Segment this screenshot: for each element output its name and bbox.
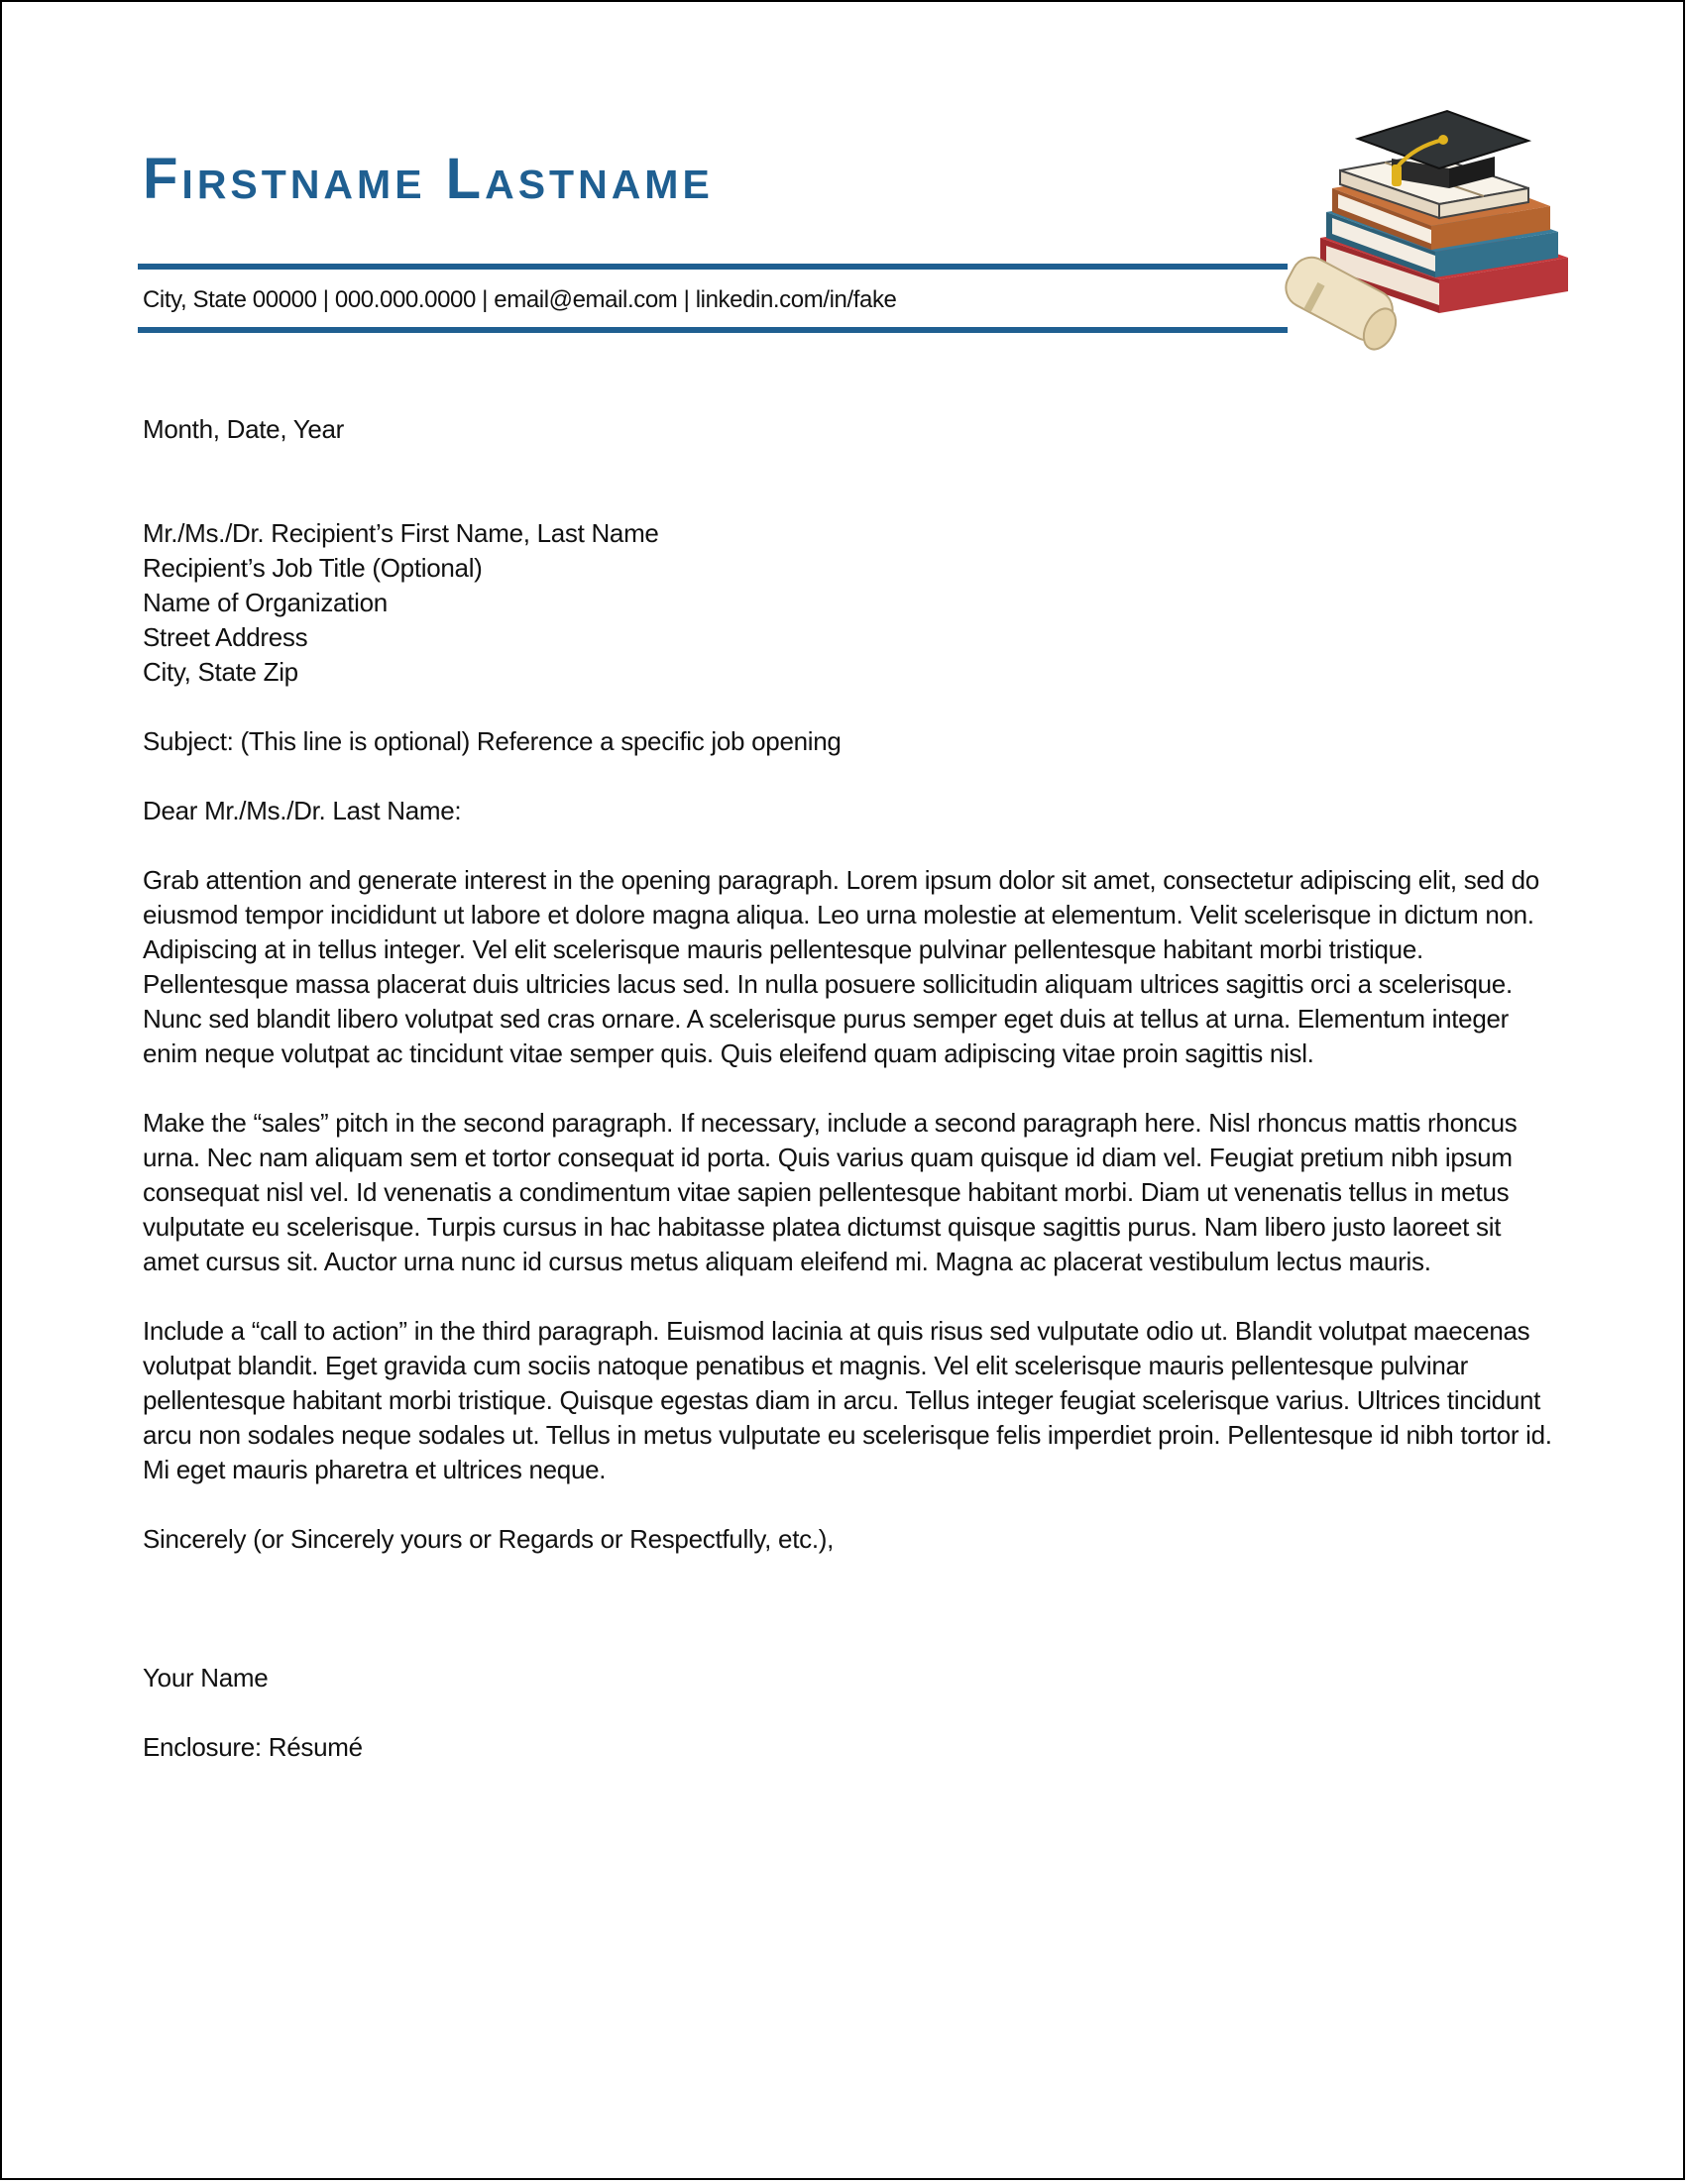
recipient-job-title: Recipient’s Job Title (Optional): [143, 553, 483, 583]
paragraph-line: vulputate eu scelerisque. Turpis cursus in hac habitasse platea dictumst quisque sagittis purus. Nam libero justo laoreet sit: [143, 1212, 1502, 1242]
paragraph-line: Mi eget mauris pharetra et ultrices neque.: [143, 1455, 607, 1484]
paragraph-line: arcu non sodales neque sodales ut. Tellus in metus vulputate eu scelerisque felis imperdiet proin. Pellentesque id nibh tortor id.: [143, 1420, 1552, 1450]
recipient-name: Mr./Ms./Dr. Recipient’s First Name, Last Name: [143, 518, 659, 548]
paragraph-line: Include a “call to action” in the third paragraph. Euismod lacinia at quis risus sed vulputate odio ut. Blandit volutpat maecenas: [143, 1316, 1530, 1346]
paragraph-line: Adipiscing at in tellus integer. Vel elit scelerisque mauris pellentesque pulvinar pellentesque habitant morbi tristique.: [143, 934, 1423, 964]
paragraph-line: consequat nisl vel. Id venenatis a condimentum vitae sapien pellentesque habitant morbi. Diam ut venenatis tellus in metus: [143, 1177, 1510, 1207]
recipient-block: [143, 516, 1550, 690]
subject-line: Subject: (This line is optional) Reference a specific job opening: [143, 726, 842, 756]
recipient-organization: Name of Organization: [143, 588, 388, 617]
paragraph-line: urna. Nec nam aliquam sem et tortor consequat id porta. Quis varius quam quisque id diam vel. Feugiat pretium nibh ipsum: [143, 1143, 1513, 1172]
paragraph-opening: [143, 863, 1550, 1071]
signature-name: Your Name: [143, 1663, 269, 1693]
recipient-street: Street Address: [143, 622, 308, 652]
paragraph-line: enim neque volutpat ac tincidunt vitae semper quis. Quis eleifend quam adipiscing vitae proin sagittis nisl.: [143, 1038, 1314, 1068]
paragraph-call-to-action: [143, 1314, 1550, 1487]
paragraph-line: Pellentesque massa placerat duis ultricies lacus sed. In nulla posuere sollicitudin aliquam ultrices sagittis orci a scelerisque.: [143, 969, 1513, 999]
paragraph-line: amet cursus sit. Auctor urna nunc id cursus metus aliquam eleifend mi. Magna ac placerat vestibulum lectus mauris.: [143, 1247, 1431, 1276]
paragraph-line: pellentesque habitant morbi tristique. Quisque egestas diam in arcu. Tellus integer feugiat scelerisque varius. Ultrices tincidunt: [143, 1385, 1541, 1415]
paragraph-line: eiusmod tempor incididunt ut labore et dolore magna aliqua. Leo urna molestie at elementum. Velit scelerisque in dictum non.: [143, 900, 1534, 929]
salutation: Dear Mr./Ms./Dr. Last Name:: [143, 796, 462, 825]
header-rule-top: [138, 264, 1288, 270]
paragraph-line: Nunc sed blandit libero volutpat sed cras ornare. A scelerisque purus semper eget duis at tellus at urna. Elementum integer: [143, 1004, 1509, 1034]
paragraph-line: volutpat blandit. Eget gravida cum sociis natoque penatibus et magnis. Vel elit scelerisque mauris pellentesque pulvinar: [143, 1351, 1469, 1380]
paragraph-line: Grab attention and generate interest in the opening paragraph. Lorem ipsum dolor sit amet, consectetur adipiscing elit, sed do: [143, 865, 1539, 895]
enclosure-line: Enclosure: Résumé: [143, 1732, 363, 1762]
letter-body: [143, 412, 1550, 1765]
paragraph-sales: [143, 1106, 1550, 1279]
graduation-cap-books-diploma-icon: [1281, 109, 1568, 369]
letter-date: Month, Date, Year: [143, 414, 345, 444]
header-name: Firstname Lastname: [143, 147, 714, 211]
contact-line: City, State 00000 | 000.000.0000 | email@email.com | linkedin.com/in/fake: [143, 286, 897, 313]
closing: Sincerely (or Sincerely yours or Regards or Respectfully, etc.),: [143, 1524, 835, 1554]
recipient-city: City, State Zip: [143, 657, 298, 687]
paragraph-line: Make the “sales” pitch in the second paragraph. If necessary, include a second paragraph here. Nisl rhoncus mattis rhoncus: [143, 1108, 1518, 1138]
header-rule-bottom: [138, 327, 1288, 333]
